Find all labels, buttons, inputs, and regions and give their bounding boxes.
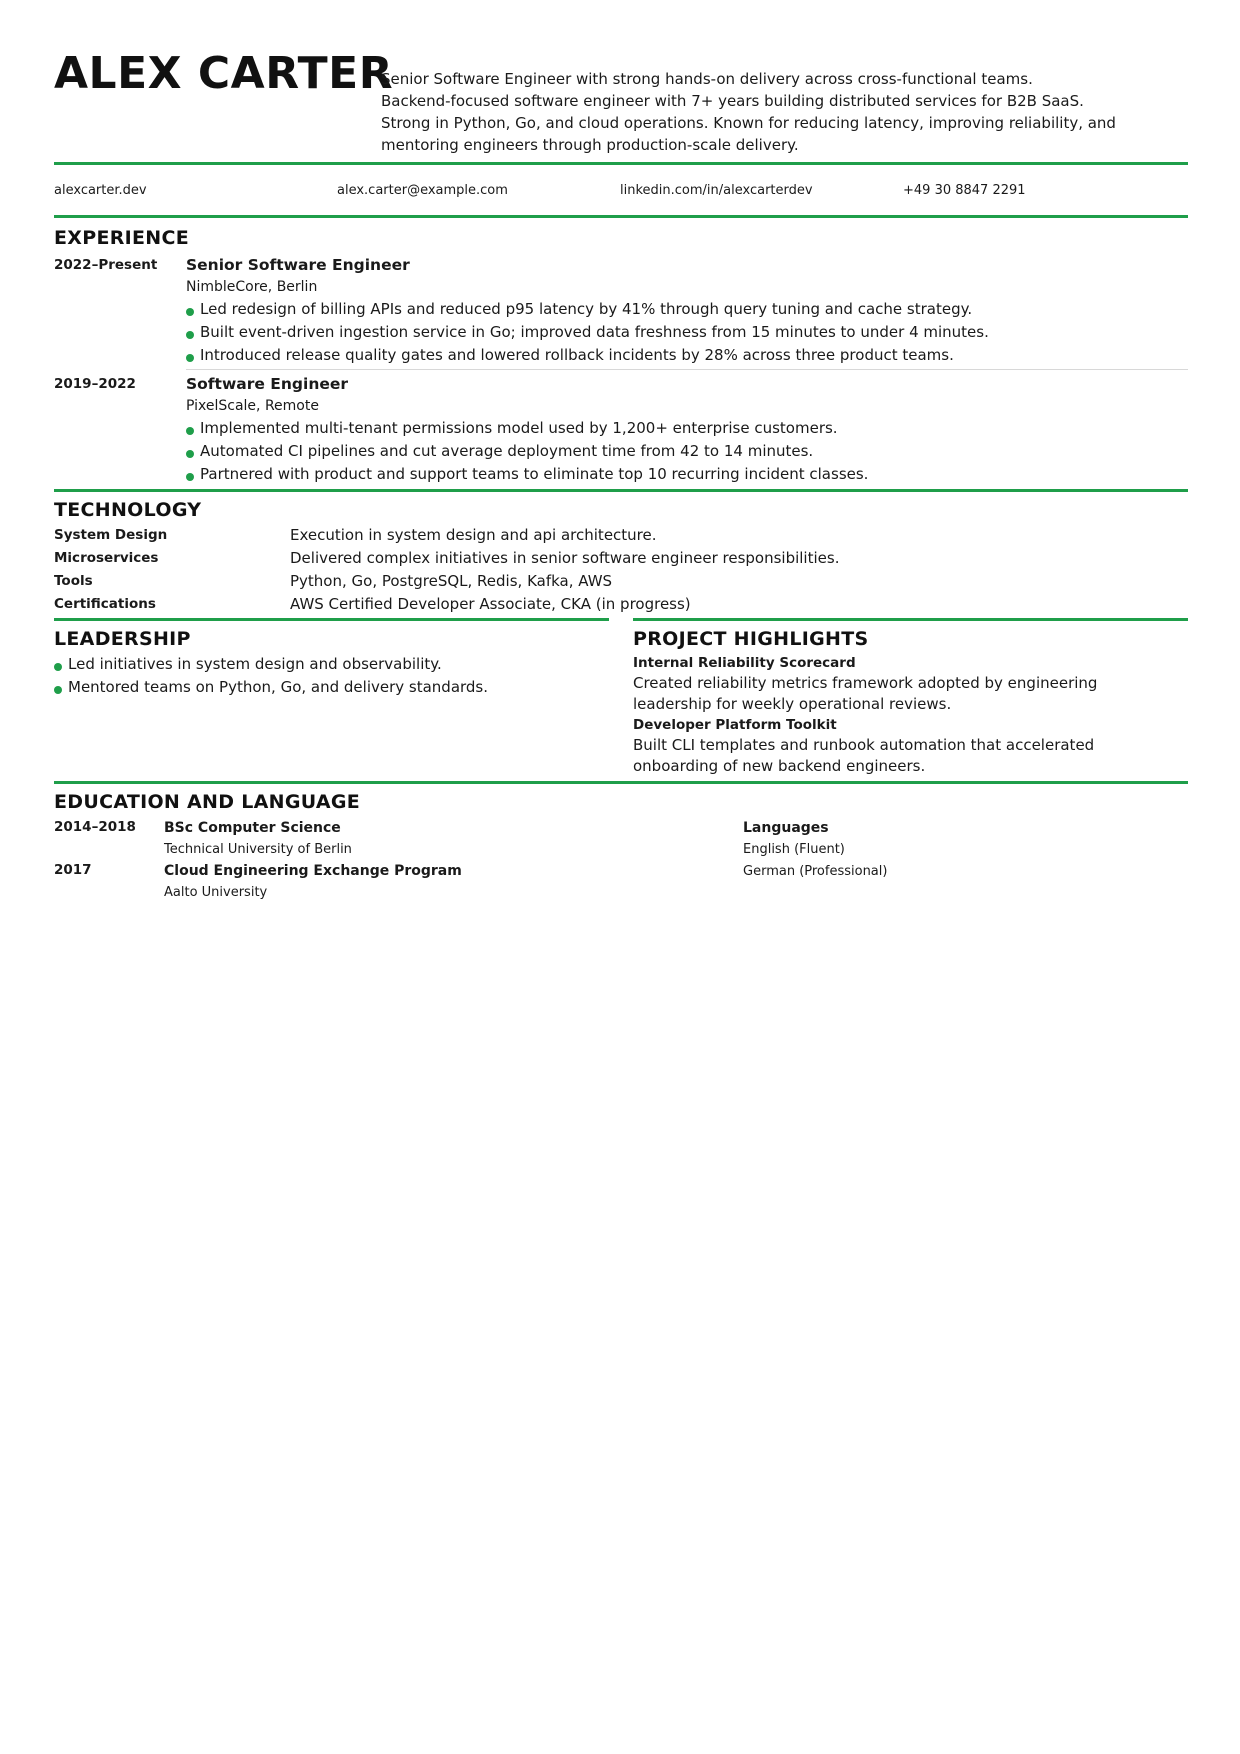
technology-section — [54, 492, 1188, 616]
summary-line: Senior Software Engineer with strong hands-on delivery across cross-functional teams. — [381, 70, 1033, 88]
education-list — [54, 817, 743, 903]
divider — [633, 618, 1188, 621]
bullet-dot-icon — [186, 308, 194, 316]
summary — [381, 68, 1188, 156]
bullet-dot-icon — [186, 473, 194, 481]
bullet-dot-icon — [54, 686, 62, 694]
contact-bar — [54, 165, 1188, 215]
leadership-section — [54, 618, 609, 777]
section-title-leadership: LEADERSHIP — [54, 628, 191, 650]
summary-line: Backend-focused software engineer with 7+ years building distributed services for B2B SaaS. — [381, 92, 1084, 110]
job-title: Senior Software Engineer — [186, 256, 410, 274]
summary-line: mentoring engineers through production-scale delivery. — [381, 136, 799, 154]
tech-key: Tools — [54, 573, 93, 589]
job-bullet: Led redesign of billing APIs and reduced p95 latency by 41% through query tuning and cache strategy. — [186, 298, 1188, 321]
job-bullet: Partnered with product and support teams to eliminate top 10 recurring incident classes. — [186, 463, 1188, 486]
section-title-technology: TECHNOLOGY — [54, 499, 202, 521]
job-separator — [186, 369, 1188, 370]
education-section — [54, 784, 1188, 903]
projects-section — [633, 618, 1188, 777]
job-company: PixelScale, Remote — [186, 398, 319, 414]
languages — [743, 817, 887, 903]
two-column-row — [54, 618, 1188, 777]
bullet-dot-icon — [186, 427, 194, 435]
job-bullet: Built event-driven ingestion service in Go; improved data freshness from 15 minutes to under 4 minutes. — [186, 321, 1188, 344]
job-dates: 2019–2022 — [54, 376, 136, 392]
education-degree: Cloud Engineering Exchange Program — [164, 863, 462, 879]
tech-key: Certifications — [54, 596, 156, 612]
resume-page — [54, 0, 1188, 903]
resume-header — [54, 0, 1188, 162]
email-link[interactable]: alex.carter@example.com — [337, 182, 508, 198]
section-title-experience: EXPERIENCE — [54, 227, 190, 249]
bullet-dot-icon — [186, 450, 194, 458]
linkedin-link[interactable]: linkedin.com/in/alexcarterdev — [620, 182, 813, 198]
tech-row — [54, 593, 1188, 616]
education-year: 2017 — [54, 862, 92, 878]
section-title-education: EDUCATION AND LANGUAGE — [54, 791, 361, 813]
education-entry — [54, 817, 743, 860]
section-title-projects: PROJECT HIGHLIGHTS — [633, 628, 869, 650]
job-bullet: Automated CI pipelines and cut average deployment time from 42 to 14 minutes. — [186, 440, 1188, 463]
divider — [54, 618, 609, 621]
education-degree: BSc Computer Science — [164, 820, 341, 836]
phone-number: +49 30 8847 2291 — [903, 182, 1026, 198]
education-institution: Technical University of Berlin — [164, 842, 352, 857]
tech-key: Microservices — [54, 550, 159, 566]
bullet-dot-icon — [186, 354, 194, 362]
candidate-name: ALEX CARTER — [54, 48, 394, 99]
language-item: English (Fluent) — [743, 842, 845, 857]
job-company: NimbleCore, Berlin — [186, 279, 318, 295]
tech-row — [54, 547, 1188, 570]
bullet-dot-icon — [186, 331, 194, 339]
tech-row — [54, 570, 1188, 593]
tech-value: Python, Go, PostgreSQL, Redis, Kafka, AWS — [290, 572, 613, 590]
job-bullet: Implemented multi-tenant permissions model used by 1,200+ enterprise customers. — [186, 417, 1188, 440]
job-dates: 2022–Present — [54, 257, 158, 273]
project-desc: Created reliability metrics framework adopted by engineering leadership for weekly operational reviews. — [633, 674, 1098, 713]
project-title: Developer Platform Toolkit — [633, 717, 837, 733]
tech-value: AWS Certified Developer Associate, CKA (in progress) — [290, 595, 691, 613]
tech-key: System Design — [54, 527, 168, 543]
leadership-bullet: Led initiatives in system design and observability. — [54, 653, 609, 676]
project-desc: Built CLI templates and runbook automation that accelerated onboarding of new backend engineers. — [633, 736, 1095, 775]
tech-row — [54, 524, 1188, 547]
tech-value: Delivered complex initiatives in senior software engineer responsibilities. — [290, 549, 840, 567]
language-item: German (Professional) — [743, 864, 888, 879]
education-year: 2014–2018 — [54, 819, 136, 835]
education-institution: Aalto University — [164, 885, 268, 900]
education-entry — [54, 860, 743, 903]
languages-title: Languages — [743, 820, 829, 836]
experience-section — [54, 218, 1188, 486]
website-link[interactable]: alexcarter.dev — [54, 182, 147, 198]
project-title: Internal Reliability Scorecard — [633, 655, 856, 671]
job-title: Software Engineer — [186, 375, 349, 393]
job-bullet: Introduced release quality gates and lowered rollback incidents by 28% across three product teams. — [186, 344, 1188, 367]
job-entry — [54, 254, 1188, 367]
leadership-bullet: Mentored teams on Python, Go, and delivery standards. — [54, 676, 609, 699]
summary-line: Strong in Python, Go, and cloud operations. Known for reducing latency, improving reliability, and — [381, 114, 1116, 132]
job-entry — [54, 373, 1188, 486]
tech-value: Execution in system design and api architecture. — [290, 526, 657, 544]
bullet-dot-icon — [54, 663, 62, 671]
